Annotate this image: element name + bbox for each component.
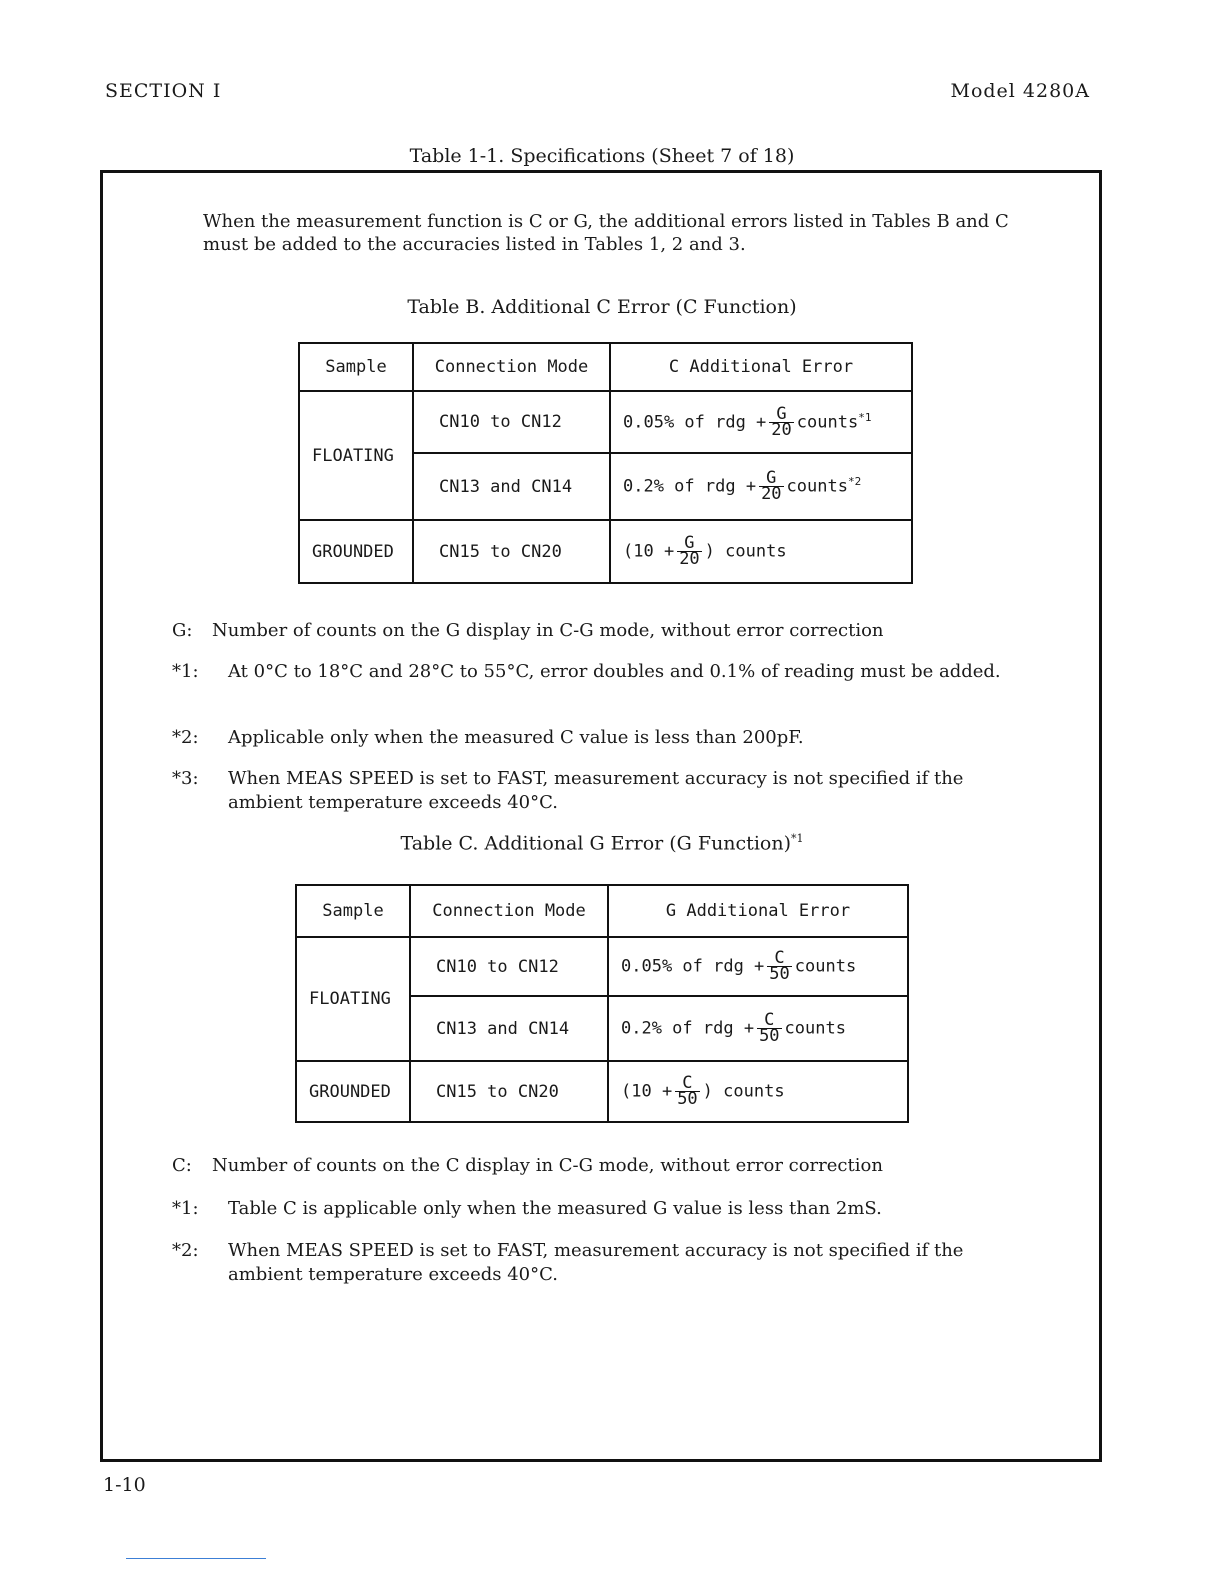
fraction-numerator: C	[675, 1076, 699, 1092]
note-text: When MEAS SPEED is set to FAST, measurement accuracy is not specified if the ambient temperature exceeds 40°C.	[228, 768, 964, 813]
additional-error	[610, 520, 912, 583]
connection-mode: CN13 and CN14	[410, 996, 608, 1061]
footer-rule	[126, 1558, 266, 1559]
error-prefix: 0.2% of rdg +	[621, 1018, 755, 1039]
additional-error	[610, 391, 912, 453]
fraction	[759, 468, 783, 504]
note-text: Applicable only when the measured C value is less than 200pF.	[228, 727, 804, 748]
header-connection-mode: Connection Mode	[410, 885, 608, 937]
connection-mode: CN10 to CN12	[413, 391, 610, 453]
note-key: *3:	[172, 768, 199, 789]
fraction-numerator: G	[759, 471, 783, 487]
note-key: G:	[172, 620, 193, 641]
table-c-caption-text: Table C. Additional G Error (G Function)	[400, 832, 791, 855]
note-text: At 0°C to 18°C and 28°C to 55°C, error doubles and 0.1% of reading must be added.	[228, 661, 1001, 682]
error-prefix: 0.05% of rdg +	[621, 956, 765, 977]
note-text: Number of counts on the G display in C-G mode, without error correction	[212, 620, 884, 641]
error-suffix: ) counts	[702, 1081, 785, 1102]
table-header-row	[296, 885, 908, 937]
connection-mode: CN10 to CN12	[410, 937, 608, 996]
fraction	[769, 403, 793, 440]
header-sample: Sample	[299, 343, 413, 391]
table-c	[295, 884, 909, 1123]
note-key: *2:	[172, 727, 199, 748]
note-g	[172, 619, 1027, 643]
note-key: *1:	[172, 1198, 199, 1219]
error-suffix: counts	[796, 412, 859, 432]
intro-paragraph: When the measurement function is C or G, the additional errors listed in Tables B and C must be added to the accuracies listed in Tables 1, 2 and 3.	[203, 211, 1009, 255]
table-c-caption	[0, 832, 1204, 854]
footnote-mark: *1	[790, 832, 804, 845]
additional-error	[608, 1061, 908, 1122]
footnote-mark: *2	[847, 474, 862, 488]
header-sample: Sample	[296, 885, 410, 937]
additional-error	[608, 937, 908, 996]
fraction	[675, 1073, 699, 1109]
fraction	[757, 1010, 781, 1046]
fraction	[767, 948, 791, 984]
error-prefix: (10 +	[623, 541, 675, 562]
connection-mode: CN15 to CN20	[410, 1061, 608, 1122]
error-suffix: counts	[786, 476, 848, 497]
fraction-numerator: G	[769, 407, 793, 423]
error-suffix: counts	[794, 956, 857, 977]
connection-mode: CN15 to CN20	[413, 520, 610, 583]
note-3	[172, 767, 1027, 815]
header-connection-mode: Connection Mode	[413, 343, 610, 391]
page-number: 1-10	[103, 1474, 146, 1496]
error-prefix: (10 +	[621, 1081, 673, 1102]
footnote-mark: *1	[858, 410, 872, 424]
note-text: When MEAS SPEED is set to FAST, measurement accuracy is not specified if the ambient temperature exceeds 40°C.	[228, 1240, 964, 1285]
note-1	[172, 660, 1027, 684]
table-row	[296, 937, 908, 996]
note-text: Table C is applicable only when the measured G value is less than 2mS.	[228, 1198, 882, 1219]
fraction-denominator: 50	[677, 1089, 698, 1109]
error-prefix: 0.05% of rdg +	[623, 412, 767, 432]
note-text: Number of counts on the C display in C-G mode, without error correction	[212, 1155, 883, 1176]
model-label: Model 4280A	[950, 80, 1090, 102]
section-label: SECTION I	[105, 80, 222, 102]
note-key: *2:	[172, 1240, 199, 1261]
connection-mode: CN13 and CN14	[413, 453, 610, 520]
note-key: *1:	[172, 661, 199, 682]
sheet-title: Table 1-1. Specifications (Sheet 7 of 18)	[409, 145, 795, 167]
header-additional-error: G Additional Error	[608, 885, 908, 937]
table-row	[299, 391, 912, 453]
note-2	[172, 1239, 1027, 1287]
additional-error	[610, 453, 912, 520]
table-b-caption: Table B. Additional C Error (C Function)	[407, 296, 797, 318]
table-row	[299, 520, 912, 583]
sample-grounded: GROUNDED	[299, 520, 413, 583]
table-b	[298, 342, 913, 584]
error-suffix: counts	[784, 1018, 846, 1039]
note-c	[172, 1154, 1027, 1178]
fraction-denominator: 20	[761, 484, 782, 504]
note-1	[172, 1197, 1027, 1221]
table-header-row	[299, 343, 912, 391]
fraction-numerator: C	[757, 1013, 781, 1029]
fraction-denominator: 20	[679, 549, 700, 569]
fraction-denominator: 50	[769, 964, 790, 984]
fraction-numerator: C	[767, 951, 791, 967]
sample-grounded: GROUNDED	[296, 1061, 410, 1122]
table-row	[296, 1061, 908, 1122]
sample-floating: FLOATING	[296, 937, 410, 1061]
additional-error	[608, 996, 908, 1061]
fraction-numerator: G	[677, 536, 701, 552]
fraction	[677, 533, 701, 569]
error-prefix: 0.2% of rdg +	[623, 476, 757, 497]
error-suffix: ) counts	[704, 541, 787, 562]
note-key: C:	[172, 1155, 192, 1176]
note-2	[172, 726, 1027, 750]
sample-floating: FLOATING	[299, 391, 413, 520]
fraction-denominator: 50	[759, 1026, 780, 1046]
header-additional-error: C Additional Error	[610, 343, 912, 391]
fraction-denominator: 20	[771, 419, 792, 440]
